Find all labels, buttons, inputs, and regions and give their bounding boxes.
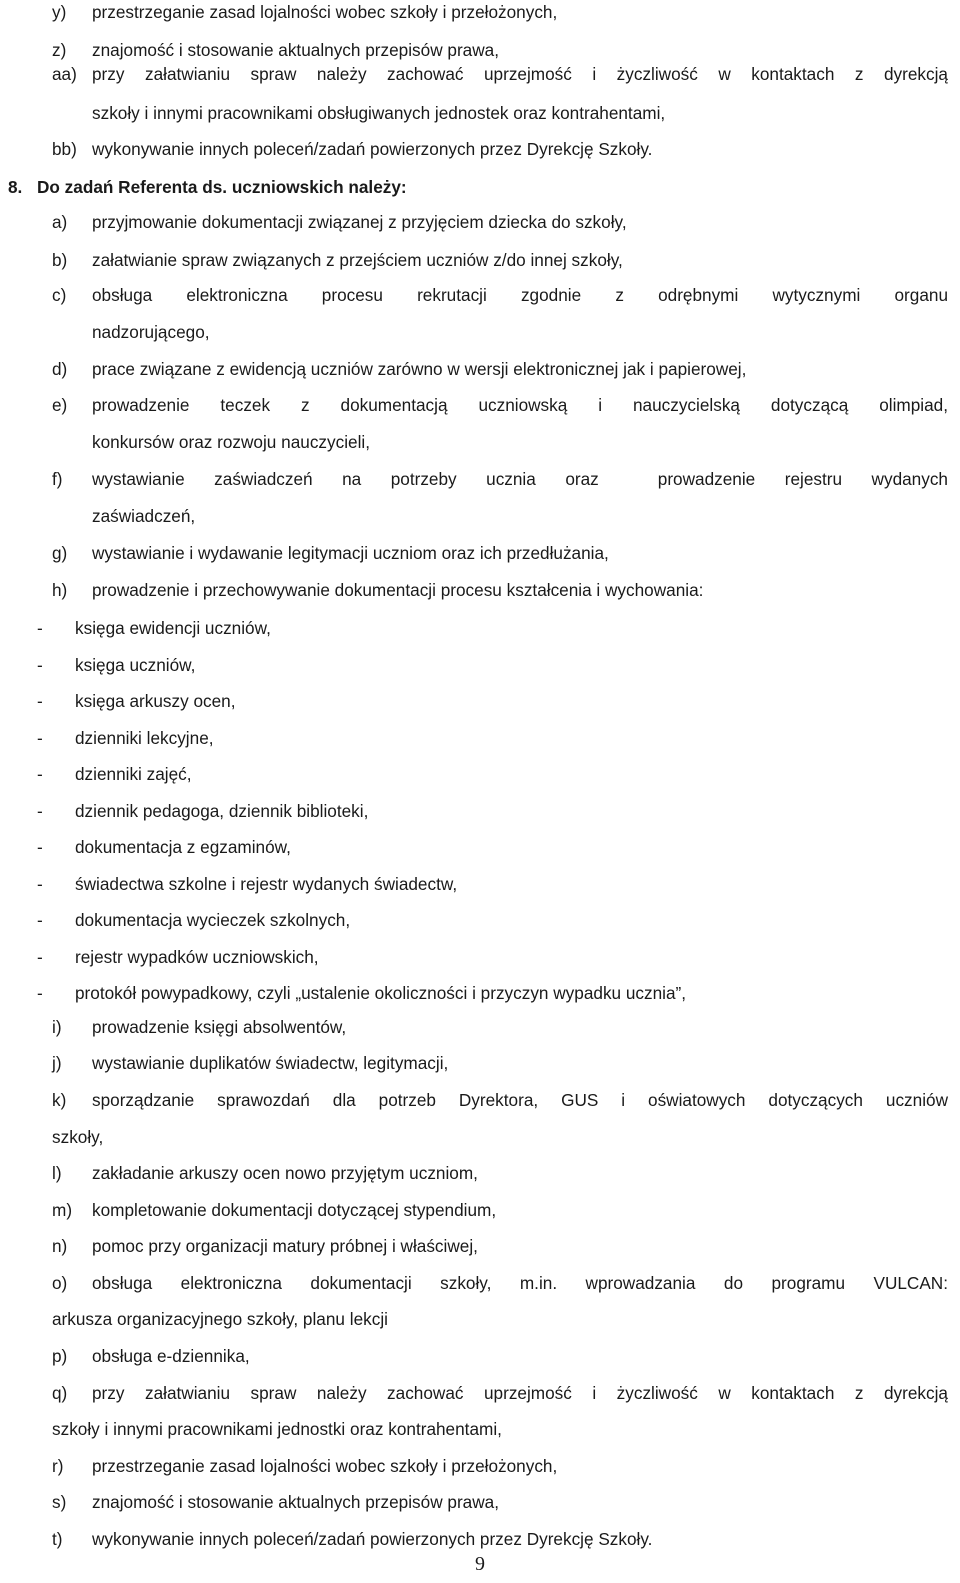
list-item-label: n) [52,1236,68,1256]
list-item-text: przyjmowanie dokumentacji związanej z przyjęciem dziecka do szkoły, [92,212,627,232]
list-item-label: i) [52,1017,62,1037]
list-item-text: wykonywanie innych poleceń/zadań powierzonych przez Dyrekcję Szkoły. [92,1529,653,1549]
list-item-text: zakładanie arkuszy ocen nowo przyjętym uczniom, [92,1163,478,1183]
list-item-label: k) [52,1090,67,1110]
dash-list-item: protokół powypadkowy, czyli „ustalenie okoliczności i przyczyn wypadku ucznia”, [75,983,687,1003]
list-item-text: obsługa e-dziennika, [92,1346,250,1366]
dash-bullet: - [37,983,43,1003]
dash-list-item: dzienniki lekcyjne, [75,728,214,748]
dash-list-item: dzienniki zajęć, [75,764,192,784]
list-item-text: prace związane z ewidencją uczniów zarówno w wersji elektronicznej jak i papierowej, [92,359,747,379]
list-item-label: r) [52,1456,64,1476]
dash-bullet: - [37,691,43,711]
list-item-text: znajomość i stosowanie aktualnych przepisów prawa, [92,40,499,60]
dash-list-item: księga ewidencji uczniów, [75,618,271,638]
list-item-continuation: szkoły i innymi pracownikami obsługiwanych jednostek oraz kontrahentami, [92,103,666,123]
list-item-label: y) [52,2,67,22]
list-item-continuation: arkusza organizacyjnego szkoły, planu lekcji [52,1309,388,1329]
list-item-text: obsługa elektroniczna procesu rekrutacji zgodnie z odrębnymi wytycznymi organu [92,285,948,305]
list-item-text: prowadzenie teczek z dokumentacją uczniowską i nauczycielską dotyczącą olimpiad, [92,395,948,415]
list-item-continuation: szkoły i innymi pracownikami jednostki oraz kontrahentami, [52,1419,502,1439]
dash-list-item: świadectwa szkolne i rejestr wydanych świadectw, [75,874,458,894]
list-item-label: o) [52,1273,68,1293]
list-item-label: d) [52,359,68,379]
dash-bullet: - [37,801,43,821]
section-title: Do zadań Referenta ds. uczniowskich należy: [37,177,407,197]
list-item-continuation: zaświadczeń, [92,506,196,526]
dash-list-item: dokumentacja z egzaminów, [75,837,291,857]
page-number: 9 [475,1553,485,1575]
list-item-text: znajomość i stosowanie aktualnych przepisów prawa, [92,1492,499,1512]
dash-list-item: dziennik pedagoga, dziennik biblioteki, [75,801,369,821]
list-item-text: prowadzenie księgi absolwentów, [92,1017,347,1037]
list-item-label: c) [52,285,67,305]
list-item-text: wystawianie duplikatów świadectw, legitymacji, [92,1053,449,1073]
list-item-label: h) [52,580,68,600]
list-item-label: p) [52,1346,68,1366]
list-item-text: załatwianie spraw związanych z przejściem uczniów z/do innej szkoły, [92,250,623,270]
section-number: 8. [8,177,23,197]
list-item-text: pomoc przy organizacji matury próbnej i właściwej, [92,1236,478,1256]
list-item-label: bb) [52,139,77,159]
list-item-text: sporządzanie sprawozdań dla potrzeb Dyrektora, GUS i oświatowych dotyczących uczniów [92,1090,948,1110]
list-item-text: przy załatwianiu spraw należy zachować uprzejmość i życzliwość w kontaktach z dyrekcją [92,1383,948,1403]
list-item-label: aa) [52,64,77,84]
list-item-text: prowadzenie i przechowywanie dokumentacji procesu kształcenia i wychowania: [92,580,704,600]
list-item-label: a) [52,212,68,232]
list-item-text: kompletowanie dokumentacji dotyczącej stypendium, [92,1200,497,1220]
list-item-text: obsługa elektroniczna dokumentacji szkoły, m.in. wprowadzania do programu VULCAN: [92,1273,948,1293]
list-item-label: j) [52,1053,62,1073]
list-item-continuation: konkursów oraz rozwoju nauczycieli, [92,432,370,452]
dash-bullet: - [37,728,43,748]
list-item-label: q) [52,1383,68,1403]
dash-bullet: - [37,910,43,930]
dash-bullet: - [37,874,43,894]
dash-list-item: księga arkuszy ocen, [75,691,236,711]
list-item-label: s) [52,1492,67,1512]
list-item-text: wystawianie zaświadczeń na potrzeby ucznia oraz prowadzenie rejestru wydanych [92,469,948,489]
list-item-label: b) [52,250,68,270]
list-item-label: e) [52,395,68,415]
dash-bullet: - [37,618,43,638]
dash-bullet: - [37,837,43,857]
list-item-label: g) [52,543,68,563]
list-item-continuation: nadzorującego, [92,322,210,342]
list-item-label: t) [52,1529,63,1549]
dash-bullet: - [37,655,43,675]
list-item-label: f) [52,469,63,489]
list-item-text: przestrzeganie zasad lojalności wobec szkoły i przełożonych, [92,2,558,22]
list-item-continuation: szkoły, [52,1127,104,1147]
list-item-text: wystawianie i wydawanie legitymacji uczniom oraz ich przedłużania, [92,543,609,563]
dash-bullet: - [37,764,43,784]
dash-bullet: - [37,947,43,967]
list-item-text: wykonywanie innych poleceń/zadań powierzonych przez Dyrekcję Szkoły. [92,139,653,159]
list-item-text: przestrzeganie zasad lojalności wobec szkoły i przełożonych, [92,1456,558,1476]
dash-list-item: dokumentacja wycieczek szkolnych, [75,910,351,930]
dash-list-item: rejestr wypadków uczniowskich, [75,947,319,967]
list-item-label: z) [52,40,67,60]
list-item-text: przy załatwianiu spraw należy zachować uprzejmość i życzliwość w kontaktach z dyrekcją [92,64,948,84]
list-item-label: l) [52,1163,62,1183]
list-item-label: m) [52,1200,73,1220]
dash-list-item: księga uczniów, [75,655,196,675]
